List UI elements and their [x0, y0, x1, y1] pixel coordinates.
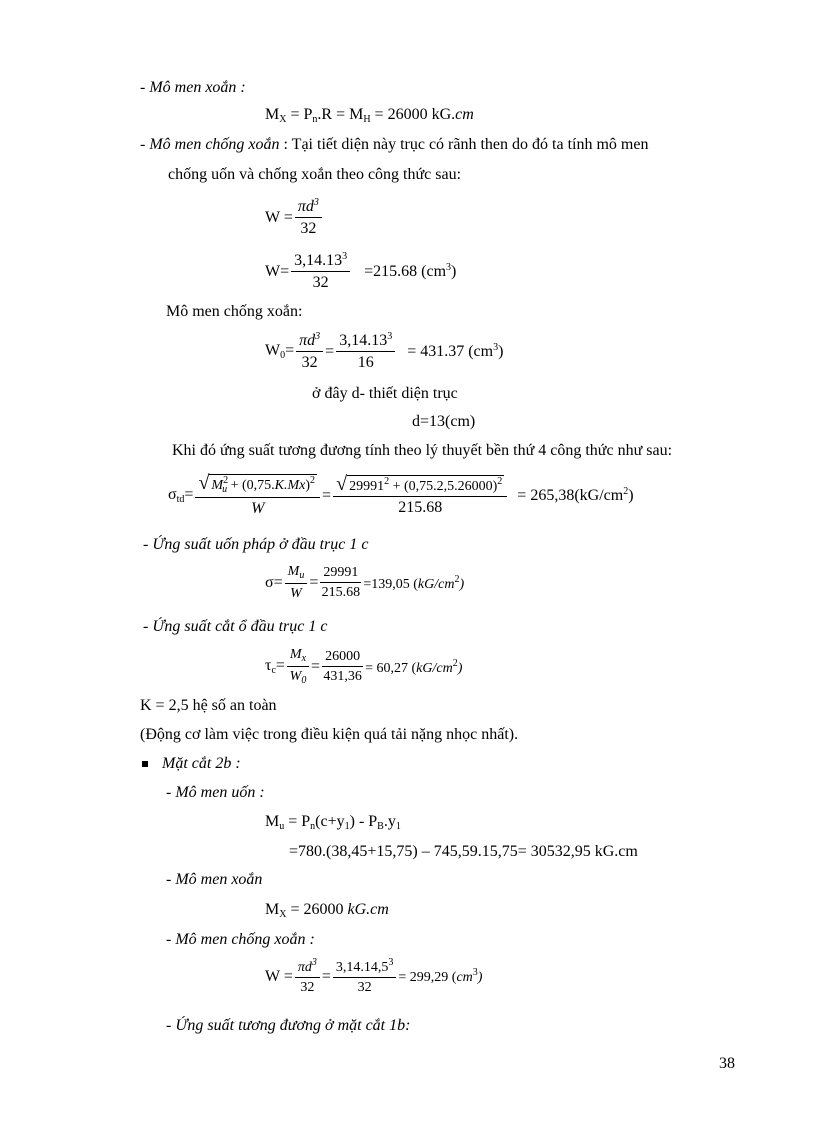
- equation-tau: $\tau_c=$ $\frac{M_x}{W_0}$ = $\frac{26000}{431,36}$ = 60,27 $(kG/cm^2)$: [265, 647, 463, 686]
- label-w0: Mô men chống xoắn:: [166, 303, 303, 320]
- fraction: $\frac{29991}{215.68}$: [321, 565, 361, 600]
- equation-w2: W= $\frac{3,14.13^3}{32}$ =215.68 $(cm^3)$: [265, 251, 457, 291]
- heading-cat: - Ứng suất cắt ổ đầu trục 1 c: [143, 618, 328, 635]
- heading-mo-men-uon: - Mô men uốn :: [166, 784, 265, 801]
- sqrt: √ $M^2_u + (0,75.K.Mx)^2$: [198, 472, 316, 495]
- fraction: √ $29991^2 + (0,75.2,5.26000)^2$ 215.68: [333, 475, 507, 516]
- equation-mx: $M_X = P_n.R = M_H = 26000$ kG.cm: [265, 106, 474, 125]
- fraction: $\frac{3,14.13^3}{16}$: [336, 332, 395, 371]
- fraction: $\frac{\pi d^3}{32}$: [295, 198, 322, 237]
- section-mat-cat-2b: Mặt cắt 2b :: [142, 756, 241, 772]
- fraction: $\frac{M_x}{W_0}$: [287, 648, 309, 686]
- page-number: 38: [719, 1055, 735, 1072]
- paragraph-chong-xoan: - Mô men chống xoắn : Tại tiết diện này trục có rãnh then do đó ta tính mô men: [140, 136, 649, 153]
- line-dong-co: (Động cơ làm việc trong điều kiện quá tải nặng nhọc nhất).: [140, 726, 519, 743]
- equation-w0: $W_0=$ $\frac{\pi d^3}{32}$ = $\frac{3,14.13^3}{16}$ = 431.37 $(cm^3)$: [265, 331, 504, 371]
- bullet-icon: [142, 761, 148, 767]
- fraction: $\frac{3,14.13^3}{32}$: [291, 252, 350, 291]
- equation-mu-value: =780.(38,45+15,75) – 745,59.15,75= 30532,95 kG.cm: [289, 843, 638, 860]
- fraction: √ $M^2_u + (0,75.K.Mx)^2$ W: [195, 474, 320, 517]
- paragraph-khi-do: Khi đó ứng suất tương đương tính theo lý thuyết bền thứ 4 công thức như sau:: [172, 442, 673, 459]
- fraction: $\frac{\pi d^3}{32}$: [296, 332, 323, 371]
- heading-mo-men-xoan-2: - Mô men xoắn: [166, 871, 263, 888]
- paragraph-chong-xoan-cont: chống uốn và chống xoắn theo công thức sau:: [168, 166, 462, 183]
- equation-w1: W = $\frac{\pi d^3}{32}$: [265, 198, 322, 237]
- sqrt: √ $29991^2 + (0,75.2,5.26000)^2$: [336, 473, 503, 495]
- note-d: d=13(cm): [412, 413, 476, 430]
- fraction: $\frac{\pi d^3}{32}$: [295, 958, 320, 995]
- line-k: K = 2,5 hệ số an toàn: [140, 697, 277, 714]
- equation-sigma-td: $\sigma_{td}=$ √ $M^2_u + (0,75.K.Mx)^2$ W = √ $29991^2 + (0,75.2,5.26000)^2$ 215.68 = $265,38(kG/cm^2)$: [168, 472, 634, 517]
- fraction: $\frac{3,14.14,5^3}{32}$: [333, 958, 397, 995]
- equation-mu: $M_u = P_n(c+y_1) - P_B.y_1$: [265, 813, 401, 832]
- heading-tuong-duong: - Ứng suất tương đương ở mặt cắt 1b:: [166, 1017, 411, 1034]
- note-day: ở đây d- thiết diện trục: [312, 385, 458, 402]
- heading-uon-phap: - Ứng suất uốn pháp ở đầu trục 1 c: [143, 536, 369, 553]
- equation-mx-2: $M_X = 26000$ kG.cm: [265, 901, 389, 920]
- fraction: $\frac{M_u}{W}$: [285, 565, 308, 601]
- heading-chong-xoan-2: - Mô men chống xoắn :: [166, 931, 315, 948]
- fraction: $\frac{26000}{431,36}$: [323, 649, 362, 684]
- heading-mo-men-xoan: - Mô men xoắn :: [140, 79, 246, 96]
- equation-sigma: σ= $\frac{M_u}{W}$ = $\frac{29991}{215.68}$ =139,05 $(kG/cm^2)$: [265, 564, 465, 601]
- equation-w3: W = $\frac{\pi d^3}{32}$ = $\frac{3,14.14,5^3}{32}$ = 299,29 $(cm^3)$: [265, 957, 483, 995]
